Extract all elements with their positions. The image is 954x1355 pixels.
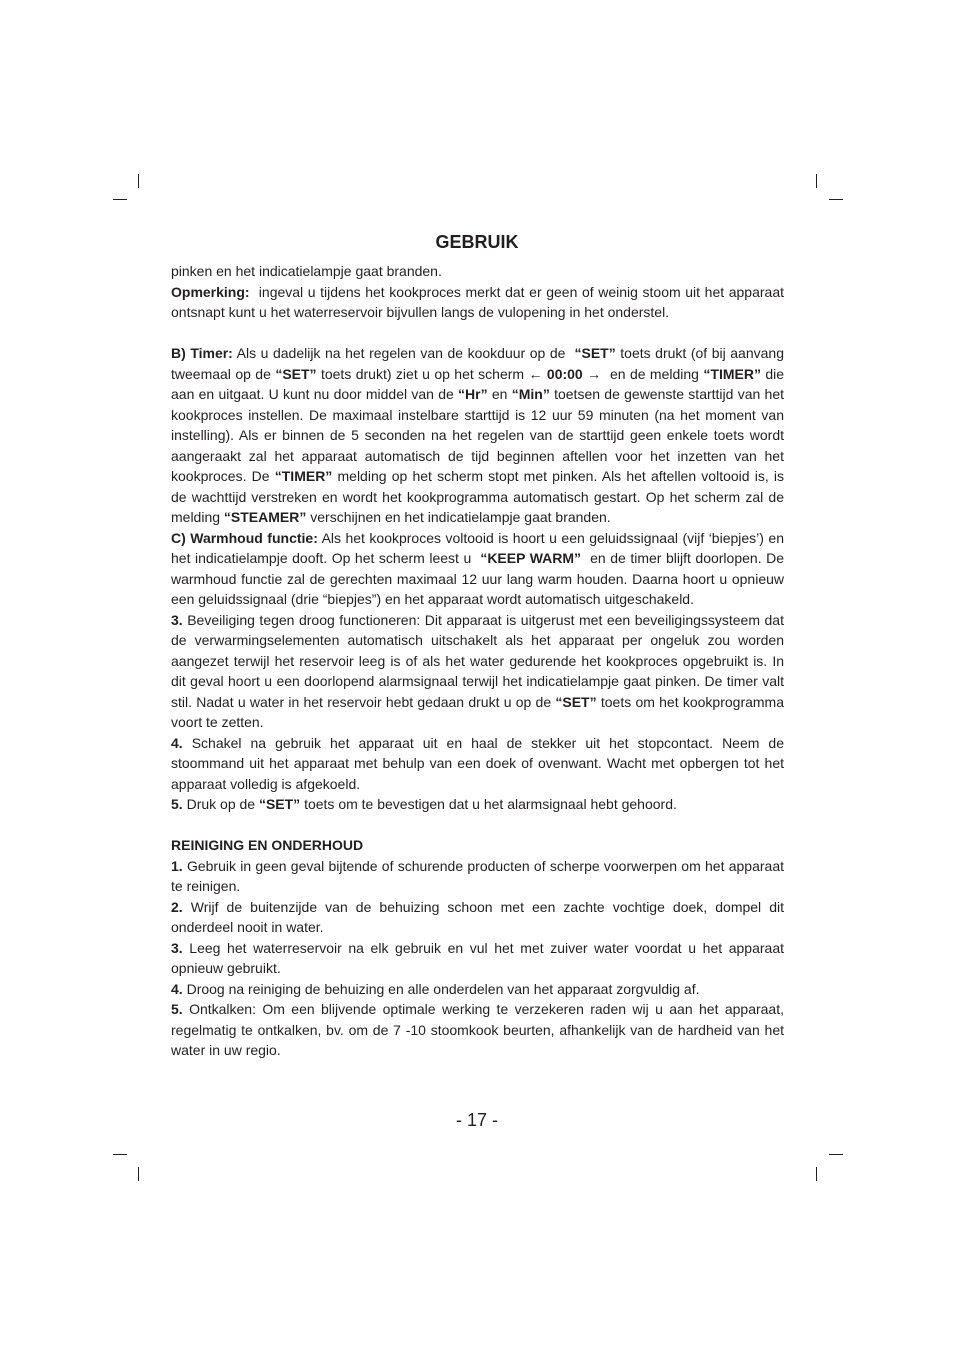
keep-warm-text: Als het kookproces voltooid is hoort u een geluidssignaal (vijf ‘biepjes’) en het indicatielampje dooft. Op het scherm leest u [171,529,784,566]
item-number: 3. [171,611,183,628]
timer-text: die aan en uitgaat. U kunt nu door middel van de [171,365,785,402]
crop-mark-bottom-left-h [113,1154,127,1155]
item-text: Schakel na gebruik het apparaat uit en haal de stekker uit het stopcontact. Neem de stoommand uit het apparaat met behulp van een doek of ovenwant. Wacht met opbergen tot het apparaat volledig is afgekoeld. [171,734,784,792]
keep-warm-label: C) Warmhoud functie: [171,529,318,546]
item-text: Droog na reiniging de behuizing en alle onderdelen van het apparaat zorgvuldig af. [186,980,700,997]
timer-text: toetsen de gewenste starttijd van het kookproces instellen. De maximaal instelbare starttijd is 12 uur 59 minuten (na het moment van instelling). Als er binnen de 5 seconden na het regelen van de starttijd geen enkele toets wordt aangeraakt zal het apparaat automatisch de tijd beginnen aftellen voor het inzetten van het kookproces. De [171,386,784,484]
steamer-message-label: “STEAMER” [223,509,307,525]
item-number: 2. [171,898,183,915]
item-text: Ontkalken: Om een blijvende optimale werking te verzekeren raden wij u aan het apparaat, regelmatig te ontkalken, bv. om de 7 -10 stoomkook beurten, afhankelijk van de hardheid van het water in uw regio. [171,1001,784,1058]
section-heading-cleaning [171,835,784,856]
note-text: ingeval u tijdens het kookproces merkt dat er geen of weinig stoom uit het apparaat ontsnapt kunt u het waterreservoir bijvullen langs de vulopening in het onderstel. [171,283,784,320]
item-number: 4. [171,980,183,997]
item-number: 5. [171,796,183,812]
set-key-label: “SET” [275,365,317,382]
cleaning-item [171,938,784,979]
timer-text: en [491,386,508,402]
timer-text: en de melding [609,365,699,382]
note-label: Opmerking: [171,283,250,300]
keep-warm-message-label: “KEEP WARM” [480,550,582,566]
crop-mark-top-left-v [138,174,139,188]
crop-mark-bottom-left-v [138,1167,139,1181]
min-key-label: “Min” [511,386,550,402]
item-text: Leeg het waterreservoir na elk gebruik en vul het met zuiver water voordat u het apparaat opnieuw gebruikt. [171,939,785,976]
item-number: 3. [171,939,183,956]
item-text: toets om het kookprogramma voort te zetten. [171,693,785,730]
item-number: 5. [171,1001,183,1017]
crop-mark-top-right-v [816,174,817,188]
crop-mark-bottom-right-v [816,1167,817,1181]
cleaning-item [171,897,784,938]
cleaning-item [171,979,784,1000]
item-text: Druk op de [186,796,256,812]
paragraph-confirm-alarm [171,794,784,815]
set-key-label: “SET” [555,693,597,710]
paragraph-intro: pinken en het indicatielampje gaat branden. [171,263,442,279]
spacer [171,815,784,836]
timer-label: B) Timer: [171,345,233,361]
timer-text: verschijnen en het indicatielampje gaat branden. [310,509,611,525]
cleaning-heading: REINIGING EN ONDERHOUD [171,837,364,853]
spacer [171,323,784,344]
crop-mark-bottom-right-h [829,1154,843,1155]
keep-warm-text: en de timer blijft doorlopen. De warmhoud functie zal de gerechten maximaal 12 uur lang warm houden. Daarna hoort u opnieuw een geluidssignaal (drie “biepjes”) en het apparaat wordt automatisch uitgeschakeld. [171,550,785,607]
item-number: 4. [171,734,183,751]
set-key-label: “SET” [574,345,616,361]
crop-mark-top-right-h [829,199,843,200]
paragraph-keep-warm [171,528,784,610]
paragraph-after-use [171,733,784,795]
paragraph-dry-protection [171,610,784,733]
crop-mark-top-left-h [113,199,127,200]
cleaning-item [171,999,784,1061]
timer-text: toets drukt) ziet u op het scherm [320,365,525,382]
item-number: 1. [171,857,183,874]
item-text: Gebruik in geen geval bijtende of schurende producten of scherpe voorwerpen om het apparaat te reinigen. [171,857,784,894]
item-text: Wrijf de buitenzijde van de behuizing schoon met een zachte vochtige doek, dompel dit onderdeel nooit in water. [171,898,785,935]
page-number: - 17 - [455,1110,498,1130]
cleaning-item [171,856,784,897]
timer-text: melding op het scherm stopt met pinken. Als het aftellen voltooid is, is de wachttijd verstreken en wordt het kookprogramma automatisch gestart. Op het scherm zal de melding [171,468,785,525]
timer-text: Als u dadelijk na het regelen van de kookduur op de [236,345,566,361]
timer-message-label: “TIMER” [274,468,333,484]
page-content [171,261,784,1061]
display-readout: ← 00:00 → [528,365,602,382]
page-title: GEBRUIK [435,232,519,252]
item-text: Beveiliging tegen droog functioneren: Dit apparaat is uitgerust met een beveiligingssysteem dat de verwarmingselementen automatisch uitschakelt als het apparaat per ongeluk zou worden aangezet terwijl het reservoir leeg is of als het water gedurende het kookproces opgebruikt is. In dit geval hoort u een doorlopend alarmsignaal terwijl het indicatielampje gaat pinken. De timer valt stil. Nadat u water in het reservoir hebt gedaan drukt u op de [171,611,784,710]
set-key-label: “SET” [258,796,301,812]
paragraph-note [171,282,784,323]
timer-text: toets drukt (of bij aanvang tweemaal op de [171,345,784,382]
hr-key-label: “Hr” [458,386,488,402]
paragraph-timer [171,343,784,528]
timer-message-label: “TIMER” [703,365,761,382]
item-text: toets om te bevestigen dat u het alarmsignaal hebt gehoord. [304,796,677,812]
